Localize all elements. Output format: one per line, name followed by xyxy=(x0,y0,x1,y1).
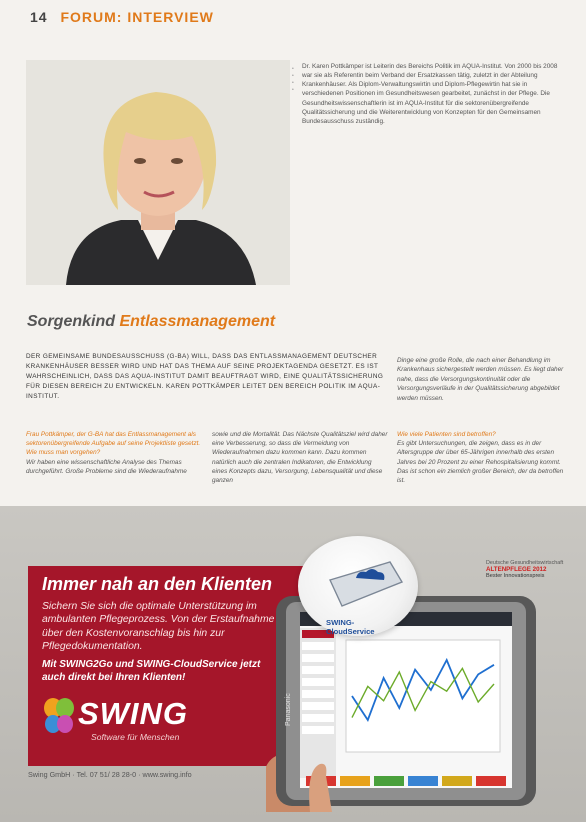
question-2: Wie viele Patienten sind betroffen? xyxy=(397,431,496,438)
logo-wordmark: SWING xyxy=(78,696,189,731)
column-2: sowie und die Mortalität. Das Nächste Qualitätsziel wird daher eine Verbesserung, so dass die Vermeidung von Wiederaufnahmen dazu kommen kann. Dazu kommen natürlich auch die zentralen Indikatoren, die Entwicklung eines Konzepts dazu, Versorgung, Lebensqualität und diese ganzen xyxy=(212,431,388,485)
section-title: FORUM: INTERVIEW xyxy=(60,9,214,25)
article-lead: DER GEMEINSAME BUNDESAUSSCHUSS (G-BA) WILL, DASS DAS ENTLASSMANAGEMENT DEUTSCHER KRANKENHÄUSER BESSER WIRD UND HAT DAS THEMA AUF SEINE PROJEKTAGENDA GESETZT. ES IST WAHRSCHEINLICH, DASS DAS AQUA-INSTITUT DAMIT BEAUFTRAGT WIRD, EINE QUALITÄTSSICHERUNG FÜR DIESEN BEREICH ZU ENTWICKELN. KAREN POTTKÄMPER LEITET DEN BEREICH POLITIK IM AQUA-INSTITUT. xyxy=(26,353,384,400)
ad-contact: Swing GmbH · Tel. 07 51/ 28 28-0 · www.swing.info xyxy=(28,770,192,779)
article-title xyxy=(27,313,275,331)
portrait-photo xyxy=(26,60,290,285)
butterfly-logo-icon xyxy=(42,696,76,736)
title-part-2: Entlassmanagement xyxy=(119,313,276,330)
award-line-3: Bester Innovationspreis xyxy=(486,573,545,579)
intro-text: Dr. Karen Pottkämper ist Leiterin des Bereichs Politik im AQUA-Institut. Von 2000 bis 2008 war sie als Referentin beim Verband der Ersatzkassen tätig, zuletzt in der Abteilung Krankenhäuser. Als Diplom-Verwaltungswirtin und Diplom-Pflegewirtin hat sie in verschiedenen Positionen im Gesundheitswesen gearbeitet, zunächst in der Pflege. Die Gesundheitswissenschaftlerin ist im AQUA-Institut für die sektorenübergreifende Qualitätssicherung und die Weiterentwicklung von Konzepten für den Gemeinsamen Bundesausschuss zuständig. xyxy=(302,63,558,125)
cloud-label-line-2: CloudService xyxy=(326,627,375,636)
right-column-top: Dinge eine große Rolle, die nach einer Behandlung im Krankenhaus sichergestellt werden müssen. Es liegt daher nahe, dass die Versorgungskontinuität oder die Versorgungsverläufe in der Qualitätssicherung abgebildet werden müssen. xyxy=(397,357,564,402)
answer-2: Es gibt Untersuchungen, die zeigen, dass es in der Altersgruppe der über 65-Jährigen innerhalb des ersten Jahres bei 20 Prozent zu einer Rehospitalisierung kommt. Das ist schon ein ziemlich großer Bereich, der da betroffen ist. xyxy=(397,440,564,485)
page-number: 14 xyxy=(30,9,48,25)
swing-logo xyxy=(42,696,262,746)
title-part-1: Sorgenkind xyxy=(27,313,120,330)
tablet-brand: Panasonic xyxy=(285,693,292,726)
question-1: Frau Pottkämper, der G-BA hat das Entlassmanagement als sektorenübergreifende Aufgabe auf seine Projektliste gesetzt. Wie muss man vorgehen? xyxy=(26,431,201,457)
column-1 xyxy=(26,430,202,476)
cloud-label-line-1: SWING- xyxy=(326,618,355,627)
ad-headline: Immer nah an den Klienten xyxy=(42,574,273,594)
ad-body-text: Sichern Sie sich die optimale Unterstützung im ambulanten Pflegeprozess. Von der Erstaufnahme über den Kostenvoranschlag bis hin zur Pflegedokumentation. xyxy=(42,601,275,653)
logo-tagline: Software für Menschen xyxy=(91,732,180,742)
ad-body-highlight: Mit SWING2Go und SWING-CloudService jetzt auch direkt bei Ihren Klienten! xyxy=(42,659,261,684)
swing-advertisement[interactable] xyxy=(0,506,586,822)
column-3 xyxy=(397,430,567,485)
award-line-2: ALTENPFLEGE 2012 xyxy=(486,566,547,573)
page-header xyxy=(30,9,214,25)
award-line-1: Deutsche Gesundheitswirtschaft xyxy=(486,560,564,566)
photo-caption-dots: • • • • xyxy=(292,66,294,93)
answer-1: Wir haben eine wissenschaftliche Analyse des Themas durchgeführt. Große Probleme sind die Wiederaufnahme xyxy=(26,458,187,475)
cloud-service-label xyxy=(326,618,375,636)
